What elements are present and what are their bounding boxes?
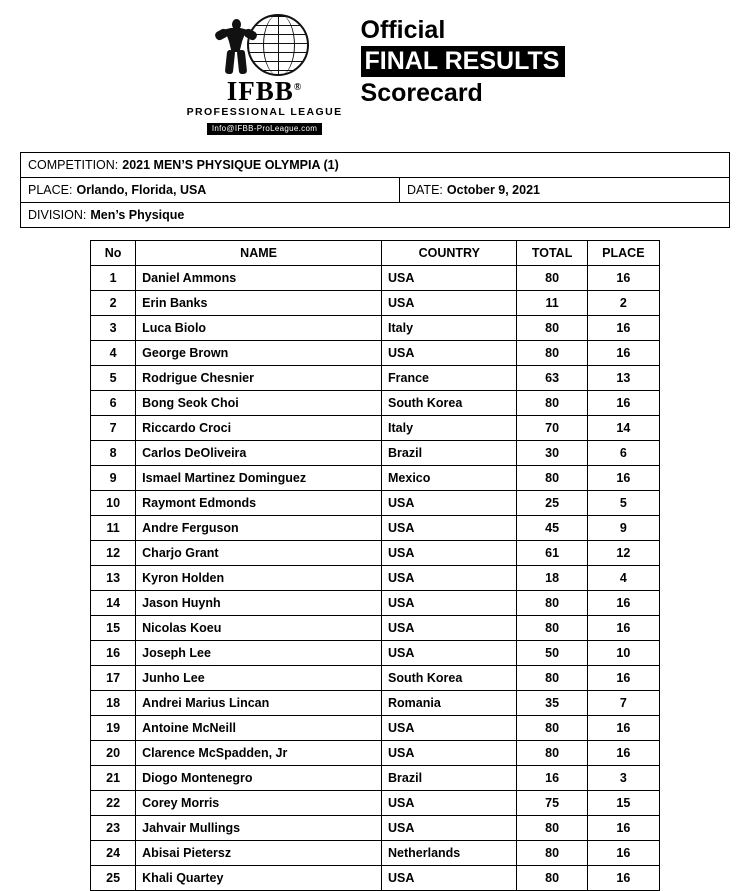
cell-total: 35 — [517, 691, 587, 716]
table-row — [91, 816, 660, 841]
cell-total: 80 — [517, 866, 587, 891]
cell-total: 80 — [517, 316, 587, 341]
table-row — [91, 366, 660, 391]
cell-total: 80 — [517, 716, 587, 741]
cell-name: Corey Morris — [136, 791, 382, 816]
logo-website: Info@IFBB-ProLeague.com — [207, 123, 322, 135]
cell-place: 16 — [587, 316, 659, 341]
cell-place: 16 — [587, 616, 659, 641]
table-row — [91, 566, 660, 591]
cell-place: 16 — [587, 466, 659, 491]
cell-name: Joseph Lee — [136, 641, 382, 666]
cell-name: Daniel Ammons — [136, 266, 382, 291]
column-header-name: NAME — [136, 241, 382, 266]
cell-name: Khali Quartey — [136, 866, 382, 891]
cell-country: USA — [382, 716, 517, 741]
cell-place: 16 — [587, 866, 659, 891]
cell-no: 10 — [91, 491, 136, 516]
cell-name: Junho Lee — [136, 666, 382, 691]
cell-place: 3 — [587, 766, 659, 791]
cell-place: 13 — [587, 366, 659, 391]
cell-country: USA — [382, 541, 517, 566]
table-row — [91, 841, 660, 866]
cell-no: 8 — [91, 441, 136, 466]
table-row — [91, 441, 660, 466]
cell-no: 9 — [91, 466, 136, 491]
table-header-row — [91, 241, 660, 266]
cell-total: 45 — [517, 516, 587, 541]
cell-no: 22 — [91, 791, 136, 816]
place-label: PLACE: — [28, 183, 73, 197]
cell-place: 12 — [587, 541, 659, 566]
cell-country: Mexico — [382, 466, 517, 491]
cell-place: 16 — [587, 716, 659, 741]
cell-name: Diogo Montenegro — [136, 766, 382, 791]
cell-place: 5 — [587, 491, 659, 516]
table-row — [91, 616, 660, 641]
table-row — [91, 341, 660, 366]
table-row — [91, 491, 660, 516]
cell-name: Raymont Edmonds — [136, 491, 382, 516]
cell-country: USA — [382, 266, 517, 291]
cell-name: Antoine McNeill — [136, 716, 382, 741]
cell-no: 11 — [91, 516, 136, 541]
title-official: Official — [360, 16, 446, 44]
cell-place: 15 — [587, 791, 659, 816]
cell-name: Carlos DeOliveira — [136, 441, 382, 466]
competition-label: COMPETITION: — [28, 158, 119, 172]
column-header-country: COUNTRY — [382, 241, 517, 266]
table-row — [91, 416, 660, 441]
cell-no: 20 — [91, 741, 136, 766]
cell-total: 80 — [517, 341, 587, 366]
cell-country: Italy — [382, 416, 517, 441]
results-table-wrapper — [90, 240, 660, 891]
cell-country: USA — [382, 866, 517, 891]
cell-total: 18 — [517, 566, 587, 591]
table-row — [91, 541, 660, 566]
document-title — [345, 10, 566, 107]
table-row — [91, 291, 660, 316]
cell-name: George Brown — [136, 341, 382, 366]
competition-row — [21, 153, 729, 178]
cell-no: 6 — [91, 391, 136, 416]
cell-name: Luca Biolo — [136, 316, 382, 341]
cell-place: 16 — [587, 266, 659, 291]
table-row — [91, 516, 660, 541]
cell-no: 14 — [91, 591, 136, 616]
table-row — [91, 391, 660, 416]
cell-total: 80 — [517, 591, 587, 616]
logo-org-text — [185, 78, 345, 105]
cell-place: 16 — [587, 816, 659, 841]
cell-country: USA — [382, 641, 517, 666]
cell-place: 16 — [587, 341, 659, 366]
cell-no: 13 — [91, 566, 136, 591]
results-table — [90, 240, 660, 891]
document-header — [0, 0, 750, 142]
ifbb-logo-artwork — [185, 12, 345, 80]
cell-total: 75 — [517, 791, 587, 816]
cell-name: Bong Seok Choi — [136, 391, 382, 416]
cell-no: 19 — [91, 716, 136, 741]
cell-total: 50 — [517, 641, 587, 666]
logo-org-name: IFBB — [226, 76, 294, 106]
table-row — [91, 741, 660, 766]
division-label: DIVISION: — [28, 208, 87, 222]
cell-place: 16 — [587, 841, 659, 866]
table-row — [91, 766, 660, 791]
cell-country: USA — [382, 566, 517, 591]
cell-no: 25 — [91, 866, 136, 891]
cell-country: South Korea — [382, 391, 517, 416]
cell-total: 80 — [517, 466, 587, 491]
cell-no: 21 — [91, 766, 136, 791]
date-value: October 9, 2021 — [446, 183, 540, 197]
cell-total: 80 — [517, 391, 587, 416]
title-scorecard: Scorecard — [360, 79, 483, 107]
cell-total: 80 — [517, 666, 587, 691]
cell-no: 15 — [91, 616, 136, 641]
cell-place: 14 — [587, 416, 659, 441]
cell-no: 3 — [91, 316, 136, 341]
cell-name: Charjo Grant — [136, 541, 382, 566]
table-row — [91, 591, 660, 616]
division-cell — [21, 208, 729, 222]
cell-no: 2 — [91, 291, 136, 316]
cell-no: 24 — [91, 841, 136, 866]
results-table-body — [91, 266, 660, 891]
cell-total: 30 — [517, 441, 587, 466]
column-header-total: TOTAL — [517, 241, 587, 266]
cell-place: 9 — [587, 516, 659, 541]
division-value: Men’s Physique — [90, 208, 185, 222]
cell-no: 5 — [91, 366, 136, 391]
table-row — [91, 716, 660, 741]
bodybuilder-icon — [213, 12, 259, 76]
table-row — [91, 641, 660, 666]
cell-country: France — [382, 366, 517, 391]
ifbb-logo — [185, 10, 345, 136]
place-date-row — [21, 178, 729, 203]
cell-no: 4 — [91, 341, 136, 366]
logo-subtitle: PROFESSIONAL LEAGUE — [186, 106, 343, 118]
cell-total: 70 — [517, 416, 587, 441]
cell-name: Ismael Martinez Dominguez — [136, 466, 382, 491]
logo-registered-mark: ® — [293, 82, 303, 93]
cell-name: Andrei Marius Lincan — [136, 691, 382, 716]
cell-total: 80 — [517, 266, 587, 291]
cell-name: Rodrigue Chesnier — [136, 366, 382, 391]
cell-place: 2 — [587, 291, 659, 316]
cell-country: USA — [382, 816, 517, 841]
cell-total: 63 — [517, 366, 587, 391]
place-cell — [21, 183, 399, 197]
cell-place: 16 — [587, 741, 659, 766]
cell-country: USA — [382, 516, 517, 541]
cell-total: 11 — [517, 291, 587, 316]
cell-place: 7 — [587, 691, 659, 716]
cell-name: Clarence McSpadden, Jr — [136, 741, 382, 766]
place-value: Orlando, Florida, USA — [76, 183, 207, 197]
column-header-no: No — [91, 241, 136, 266]
competition-cell — [21, 158, 729, 172]
table-row — [91, 791, 660, 816]
cell-place: 4 — [587, 566, 659, 591]
title-final-results: FINAL RESULTS — [361, 46, 566, 77]
table-row — [91, 316, 660, 341]
cell-country: USA — [382, 591, 517, 616]
cell-name: Erin Banks — [136, 291, 382, 316]
cell-name: Andre Ferguson — [136, 516, 382, 541]
cell-no: 16 — [91, 641, 136, 666]
cell-country: USA — [382, 741, 517, 766]
cell-place: 10 — [587, 641, 659, 666]
cell-total: 80 — [517, 616, 587, 641]
cell-total: 16 — [517, 766, 587, 791]
cell-place: 16 — [587, 391, 659, 416]
cell-country: Netherlands — [382, 841, 517, 866]
column-header-place: PLACE — [587, 241, 659, 266]
cell-name: Jason Huynh — [136, 591, 382, 616]
cell-total: 80 — [517, 816, 587, 841]
cell-place: 6 — [587, 441, 659, 466]
date-label: DATE: — [407, 183, 443, 197]
cell-country: USA — [382, 791, 517, 816]
cell-no: 17 — [91, 666, 136, 691]
cell-name: Jahvair Mullings — [136, 816, 382, 841]
cell-no: 23 — [91, 816, 136, 841]
table-row — [91, 266, 660, 291]
division-row — [21, 203, 729, 228]
cell-name: Abisai Pietersz — [136, 841, 382, 866]
table-row — [91, 691, 660, 716]
table-row — [91, 466, 660, 491]
cell-name: Nicolas Koeu — [136, 616, 382, 641]
cell-country: USA — [382, 341, 517, 366]
table-row — [91, 866, 660, 891]
cell-country: Brazil — [382, 441, 517, 466]
cell-country: Brazil — [382, 766, 517, 791]
cell-country: Romania — [382, 691, 517, 716]
cell-country: USA — [382, 291, 517, 316]
table-row — [91, 666, 660, 691]
cell-total: 25 — [517, 491, 587, 516]
cell-total: 61 — [517, 541, 587, 566]
cell-no: 7 — [91, 416, 136, 441]
cell-country: Italy — [382, 316, 517, 341]
competition-value: 2021 MEN’S PHYSIQUE OLYMPIA (1) — [122, 158, 339, 172]
cell-no: 18 — [91, 691, 136, 716]
cell-name: Riccardo Croci — [136, 416, 382, 441]
cell-total: 80 — [517, 741, 587, 766]
cell-country: USA — [382, 616, 517, 641]
cell-no: 1 — [91, 266, 136, 291]
event-info-box — [20, 152, 730, 228]
cell-no: 12 — [91, 541, 136, 566]
date-cell — [399, 178, 729, 202]
cell-country: South Korea — [382, 666, 517, 691]
cell-country: USA — [382, 491, 517, 516]
cell-total: 80 — [517, 841, 587, 866]
cell-name: Kyron Holden — [136, 566, 382, 591]
cell-place: 16 — [587, 591, 659, 616]
cell-place: 16 — [587, 666, 659, 691]
